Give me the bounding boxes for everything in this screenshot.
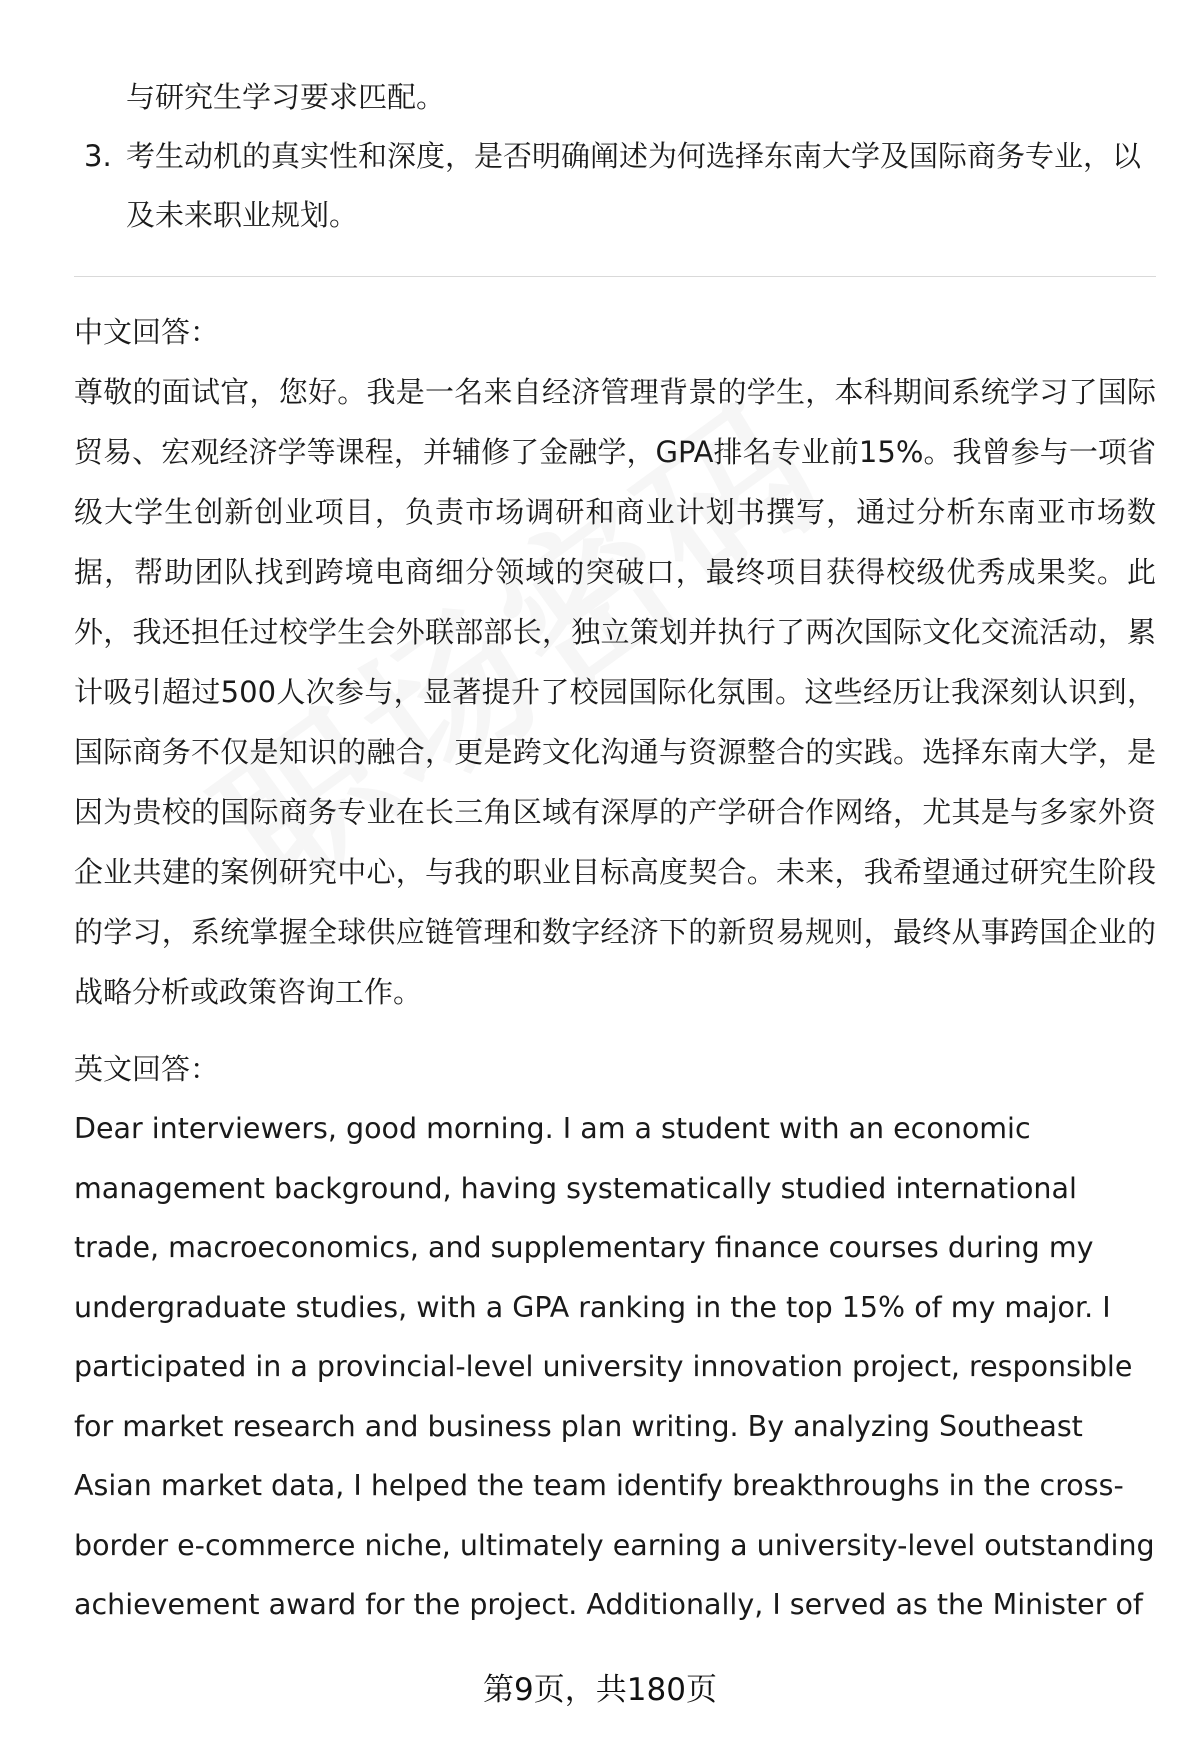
list-item-continuation: 与研究生学习要求匹配。	[126, 80, 446, 114]
english-answer-body: Dear interviewers, good morning. I am a student with an economic management background, having systematically studied international trade, macroeconomics, and supplementary finance courses during my undergraduate studies, with a GPA ranking in the top 15% of my major. I participated in a provincial-level university innovation project, responsible for market research and business plan writing. By analyzing Southeast Asian market data, I helped the team identify breakthroughs in the cross-border e-commerce niche, ultimately earning a university-level outstanding achievement award for the project. Additionally, I served as the Minister of	[74, 1112, 1155, 1621]
chinese-answer-heading: 中文回答：	[74, 315, 220, 349]
list-item-number: 3.	[84, 139, 112, 173]
list-item	[74, 127, 1156, 245]
list-item-text: 考生动机的真实性和深度，是否明确阐述为何选择东南大学及国际商务专业，以及未来职业规划。	[126, 139, 1142, 232]
section-divider	[74, 276, 1156, 277]
english-answer-heading: 英文回答：	[74, 1052, 220, 1086]
page-number: 第9页，共180页	[483, 1672, 717, 1708]
document-page	[74, 68, 1156, 1635]
chinese-answer-body: 尊敬的面试官，您好。我是一名来自经济管理背景的学生，本科期间系统学习了国际贸易、宏观经济学等课程，并辅修了金融学，GPA排名专业前15%。我曾参与一项省级大学生创新创业项目，负责市场调研和商业计划书撰写，通过分析东南亚市场数据，帮助团队找到跨境电商细分领域的突破口，最终项目获得校级优秀成果奖。此外，我还担任过校学生会外联部部长，独立策划并执行了两次国际文化交流活动，累计吸引超过500人次参与，显著提升了校园国际化氛围。这些经历让我深刻认识到，国际商务不仅是知识的融合，更是跨文化沟通与资源整合的实践。选择东南大学，是因为贵校的国际商务专业在长三角区域有深厚的产学研合作网络，尤其是与多家外资企业共建的案例研究中心，与我的职业目标高度契合。未来，我希望通过研究生阶段的学习，系统掌握全球供应链管理和数字经济下的新贸易规则，最终从事跨国企业的战略分析或政策咨询工作。	[74, 375, 1156, 1009]
